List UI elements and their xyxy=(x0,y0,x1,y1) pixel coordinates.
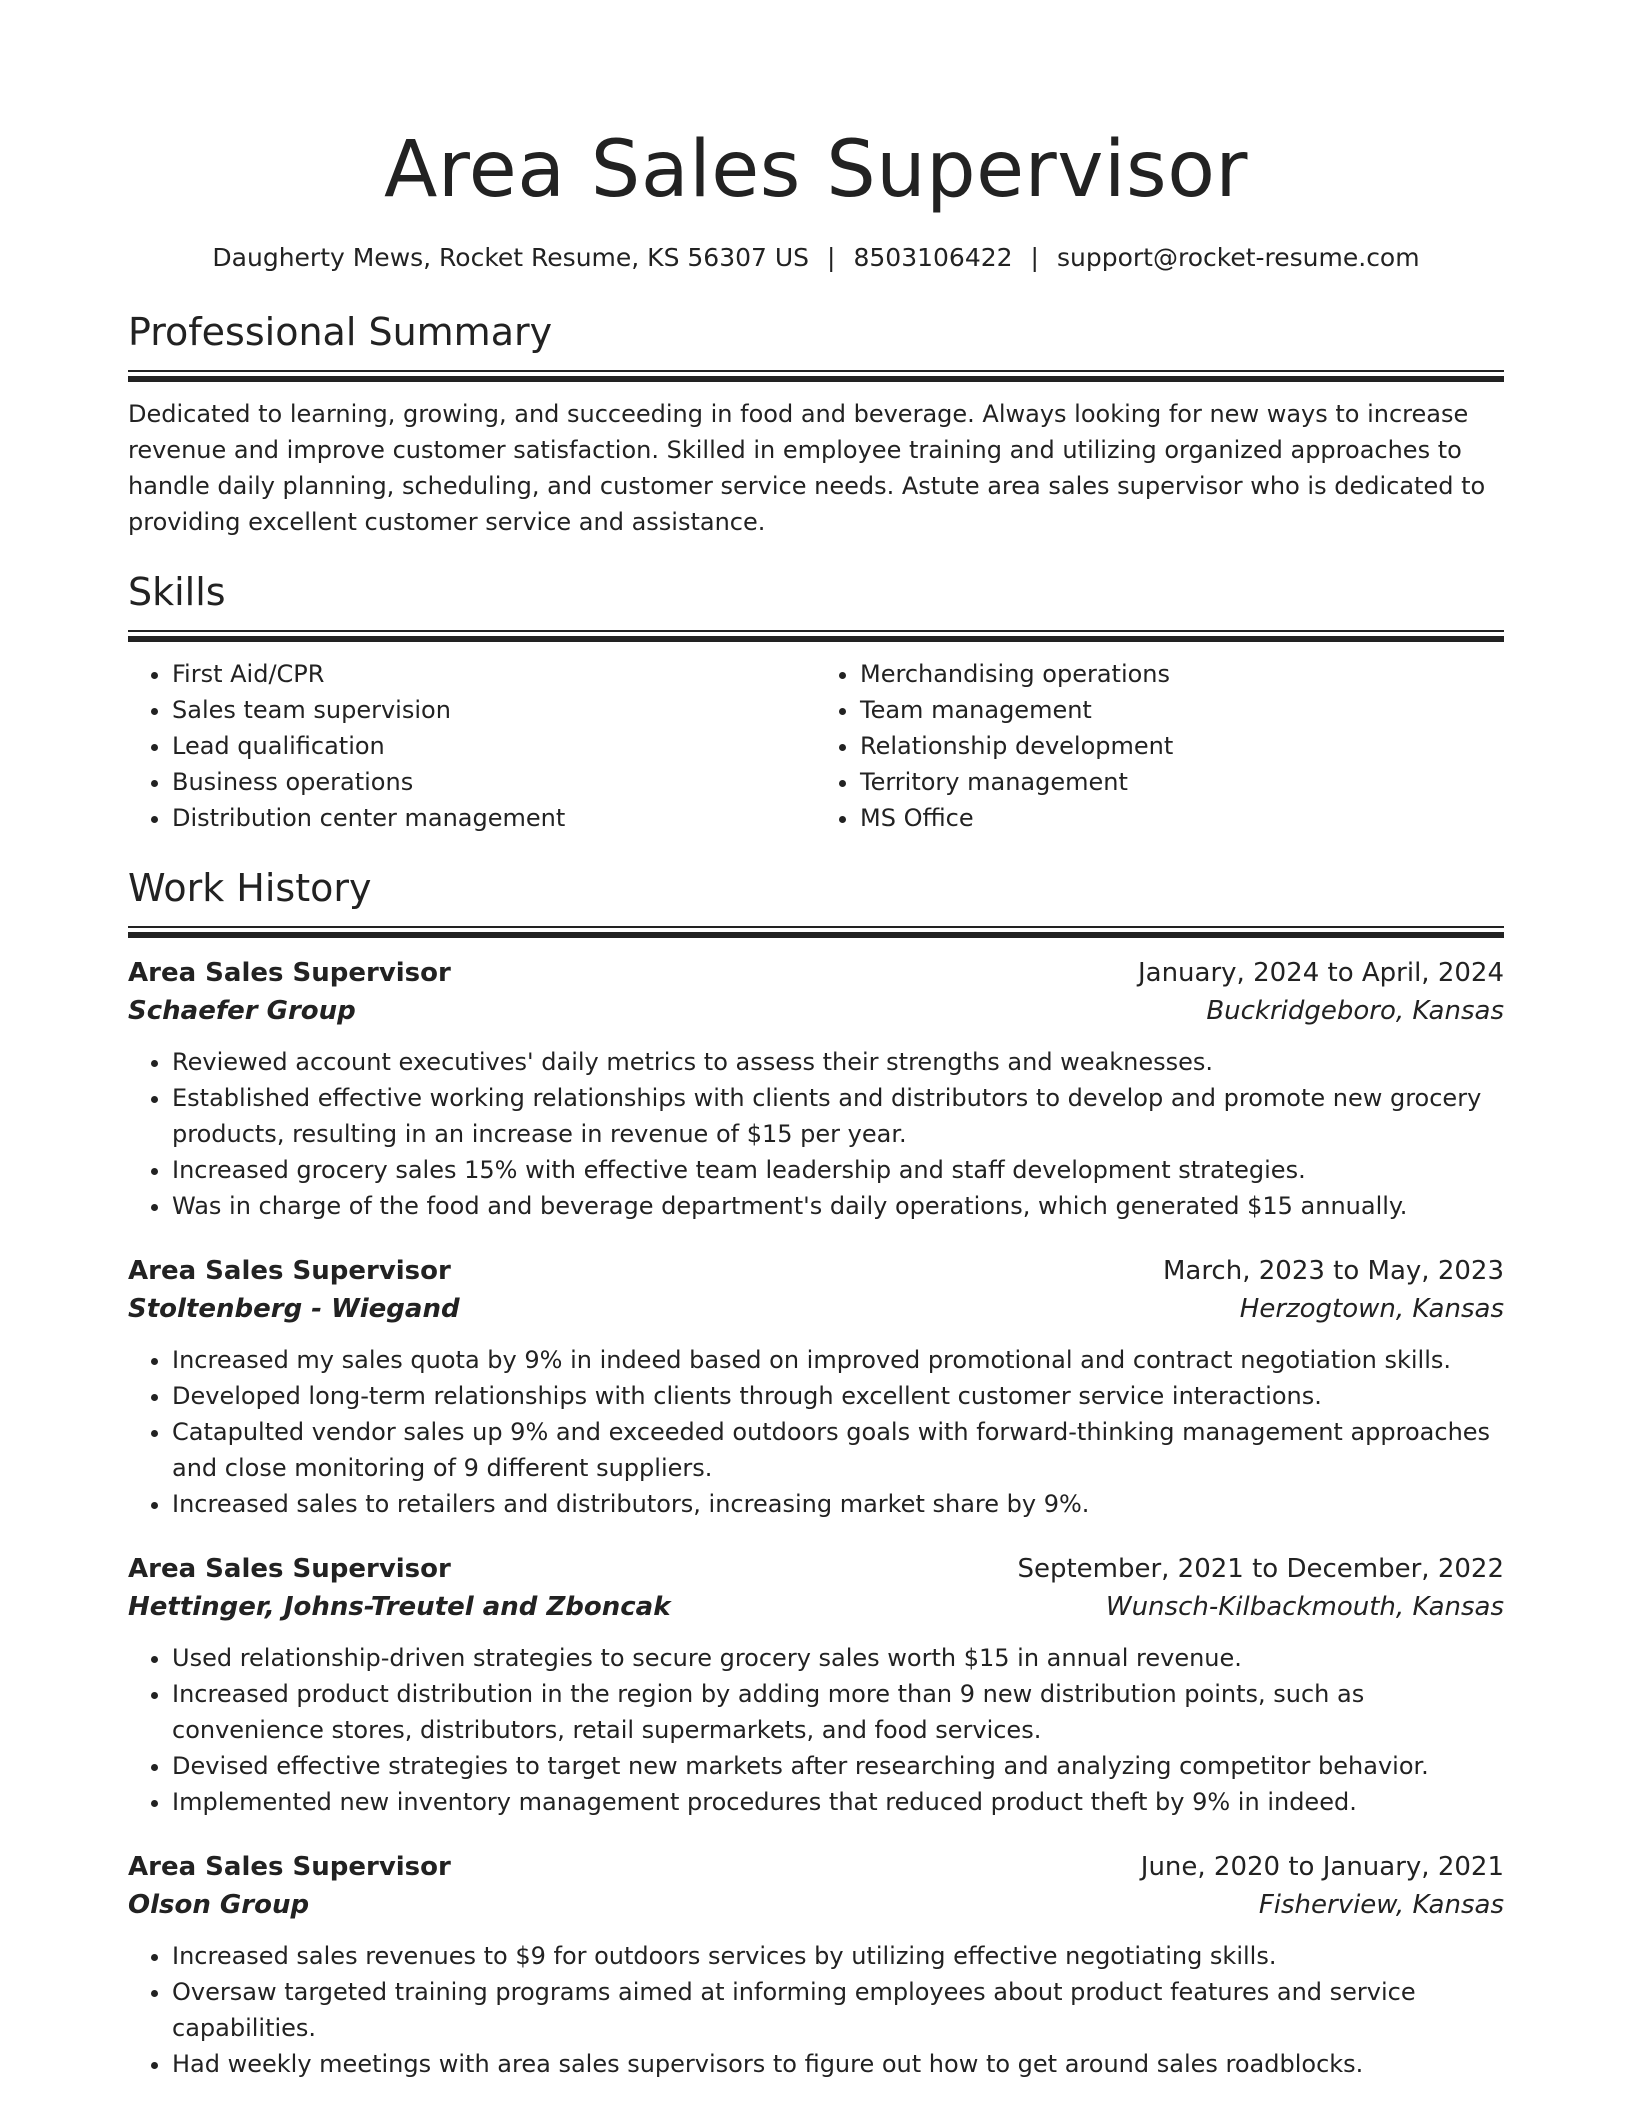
job-header xyxy=(128,954,1504,992)
job-bullet: • Was in charge of the food and beverage department's daily operations, which generated $15 annually. xyxy=(172,1188,1504,1224)
job-bullets xyxy=(128,1044,1504,1224)
job-company: Hettinger, Johns-Treutel and Zboncak xyxy=(128,1592,671,1622)
job-header xyxy=(128,1550,1504,1588)
contact-separator: | xyxy=(827,243,836,272)
skills-section xyxy=(128,568,1504,836)
job-entry xyxy=(128,1252,1504,1522)
job-bullets xyxy=(128,1938,1504,2082)
skill-item: • Sales team supervision xyxy=(172,692,816,728)
summary-text: Dedicated to learning, growing, and succeeding in food and beverage. Always looking for new ways to increase revenue and improve customer satisfaction. Skilled in employee training and utilizing organized approaches to handle daily planning, scheduling, and customer service needs. Astute area sales supervisor who is dedicated to providing excellent customer service and assistance. xyxy=(128,400,1486,536)
skills-heading: Skills xyxy=(128,570,226,614)
job-bullet: • Increased my sales quota by 9% in indeed based on improved promotional and contract negotiation skills. xyxy=(172,1342,1504,1378)
skill-item: • First Aid/CPR xyxy=(172,656,816,692)
job-entry xyxy=(128,954,1504,1224)
job-bullet: • Used relationship-driven strategies to secure grocery sales worth $15 in annual revenue. xyxy=(172,1640,1504,1676)
job-dates: September, 2021 to December, 2022 xyxy=(1017,1554,1504,1584)
job-dates: January, 2024 to April, 2024 xyxy=(1137,958,1504,988)
contact-email: support@rocket-resume.com xyxy=(1056,243,1420,272)
job-title: Area Sales Supervisor xyxy=(128,1256,451,1286)
job-title: Area Sales Supervisor xyxy=(128,958,451,988)
job-header xyxy=(128,1252,1504,1290)
summary-heading: Professional Summary xyxy=(128,310,553,354)
resume-title: Area Sales Supervisor xyxy=(384,125,1248,215)
summary-section xyxy=(128,308,1504,540)
job-bullet: • Increased sales to retailers and distributors, increasing market share by 9%. xyxy=(172,1486,1504,1522)
job-bullets xyxy=(128,1640,1504,1820)
job-dates: March, 2023 to May, 2023 xyxy=(1162,1256,1504,1286)
job-company: Olson Group xyxy=(128,1890,310,1920)
job-company: Schaefer Group xyxy=(128,996,356,1026)
work-section xyxy=(128,864,1504,2082)
job-subheader xyxy=(128,1886,1504,1924)
job-bullet: • Established effective working relationships with clients and distributors to develop and promote new grocery products, resulting in an increase in revenue of $15 per year. xyxy=(172,1080,1504,1152)
job-bullet: • Developed long-term relationships with clients through excellent customer service interactions. xyxy=(172,1378,1504,1414)
job-title: Area Sales Supervisor xyxy=(128,1852,451,1882)
contact-phone: 8503106422 xyxy=(853,243,1013,272)
skill-item: • Merchandising operations xyxy=(860,656,1504,692)
job-bullet: • Oversaw targeted training programs aimed at informing employees about product features and service capabilities. xyxy=(172,1974,1504,2046)
job-bullet: • Catapulted vendor sales up 9% and exceeded outdoors goals with forward-thinking management approaches and close monitoring of 9 different suppliers. xyxy=(172,1414,1504,1486)
job-location: Fisherview, Kansas xyxy=(1258,1890,1504,1920)
job-bullet: • Increased grocery sales 15% with effective team leadership and staff development strategies. xyxy=(172,1152,1504,1188)
skill-item: • Territory management xyxy=(860,764,1504,800)
job-location: Wunsch-Kilbackmouth, Kansas xyxy=(1105,1592,1504,1622)
skill-item: • Distribution center management xyxy=(172,800,816,836)
job-entry xyxy=(128,1550,1504,1820)
job-header xyxy=(128,1848,1504,1886)
job-location: Herzogtown, Kansas xyxy=(1239,1294,1504,1324)
contact-separator: | xyxy=(1030,243,1039,272)
section-divider xyxy=(128,926,1504,938)
section-divider xyxy=(128,370,1504,382)
job-dates: June, 2020 to January, 2021 xyxy=(1140,1852,1504,1882)
job-bullet: • Had weekly meetings with area sales supervisors to figure out how to get around sales roadblocks. xyxy=(172,2046,1504,2082)
job-entry xyxy=(128,1848,1504,2082)
job-company: Stoltenberg - Wiegand xyxy=(128,1294,460,1324)
job-subheader xyxy=(128,992,1504,1030)
job-subheader xyxy=(128,1588,1504,1626)
skill-item: • Relationship development xyxy=(860,728,1504,764)
job-bullet: • Increased product distribution in the region by adding more than 9 new distribution points, such as convenience stores, distributors, retail supermarkets, and food services. xyxy=(172,1676,1504,1748)
skill-item: • Business operations xyxy=(172,764,816,800)
skill-item: • Team management xyxy=(860,692,1504,728)
job-bullet: • Reviewed account executives' daily metrics to assess their strengths and weaknesses. xyxy=(172,1044,1504,1080)
job-location: Buckridgeboro, Kansas xyxy=(1206,996,1504,1026)
contact-address: Daugherty Mews, Rocket Resume, KS 56307 US xyxy=(212,243,810,272)
job-bullet: • Implemented new inventory management procedures that reduced product theft by 9% in indeed. xyxy=(172,1784,1504,1820)
job-title: Area Sales Supervisor xyxy=(128,1554,451,1584)
skill-item: • MS Office xyxy=(860,800,1504,836)
skills-column-left xyxy=(128,656,816,836)
work-heading: Work History xyxy=(128,866,372,910)
contact-line xyxy=(128,241,1504,275)
skills-list xyxy=(128,656,1504,836)
job-subheader xyxy=(128,1290,1504,1328)
skill-item: • Lead qualification xyxy=(172,728,816,764)
job-bullet: • Increased sales revenues to $9 for outdoors services by utilizing effective negotiating skills. xyxy=(172,1938,1504,1974)
section-divider xyxy=(128,630,1504,642)
job-bullets xyxy=(128,1342,1504,1522)
job-bullet: • Devised effective strategies to target new markets after researching and analyzing competitor behavior. xyxy=(172,1748,1504,1784)
skills-column-right xyxy=(816,656,1504,836)
